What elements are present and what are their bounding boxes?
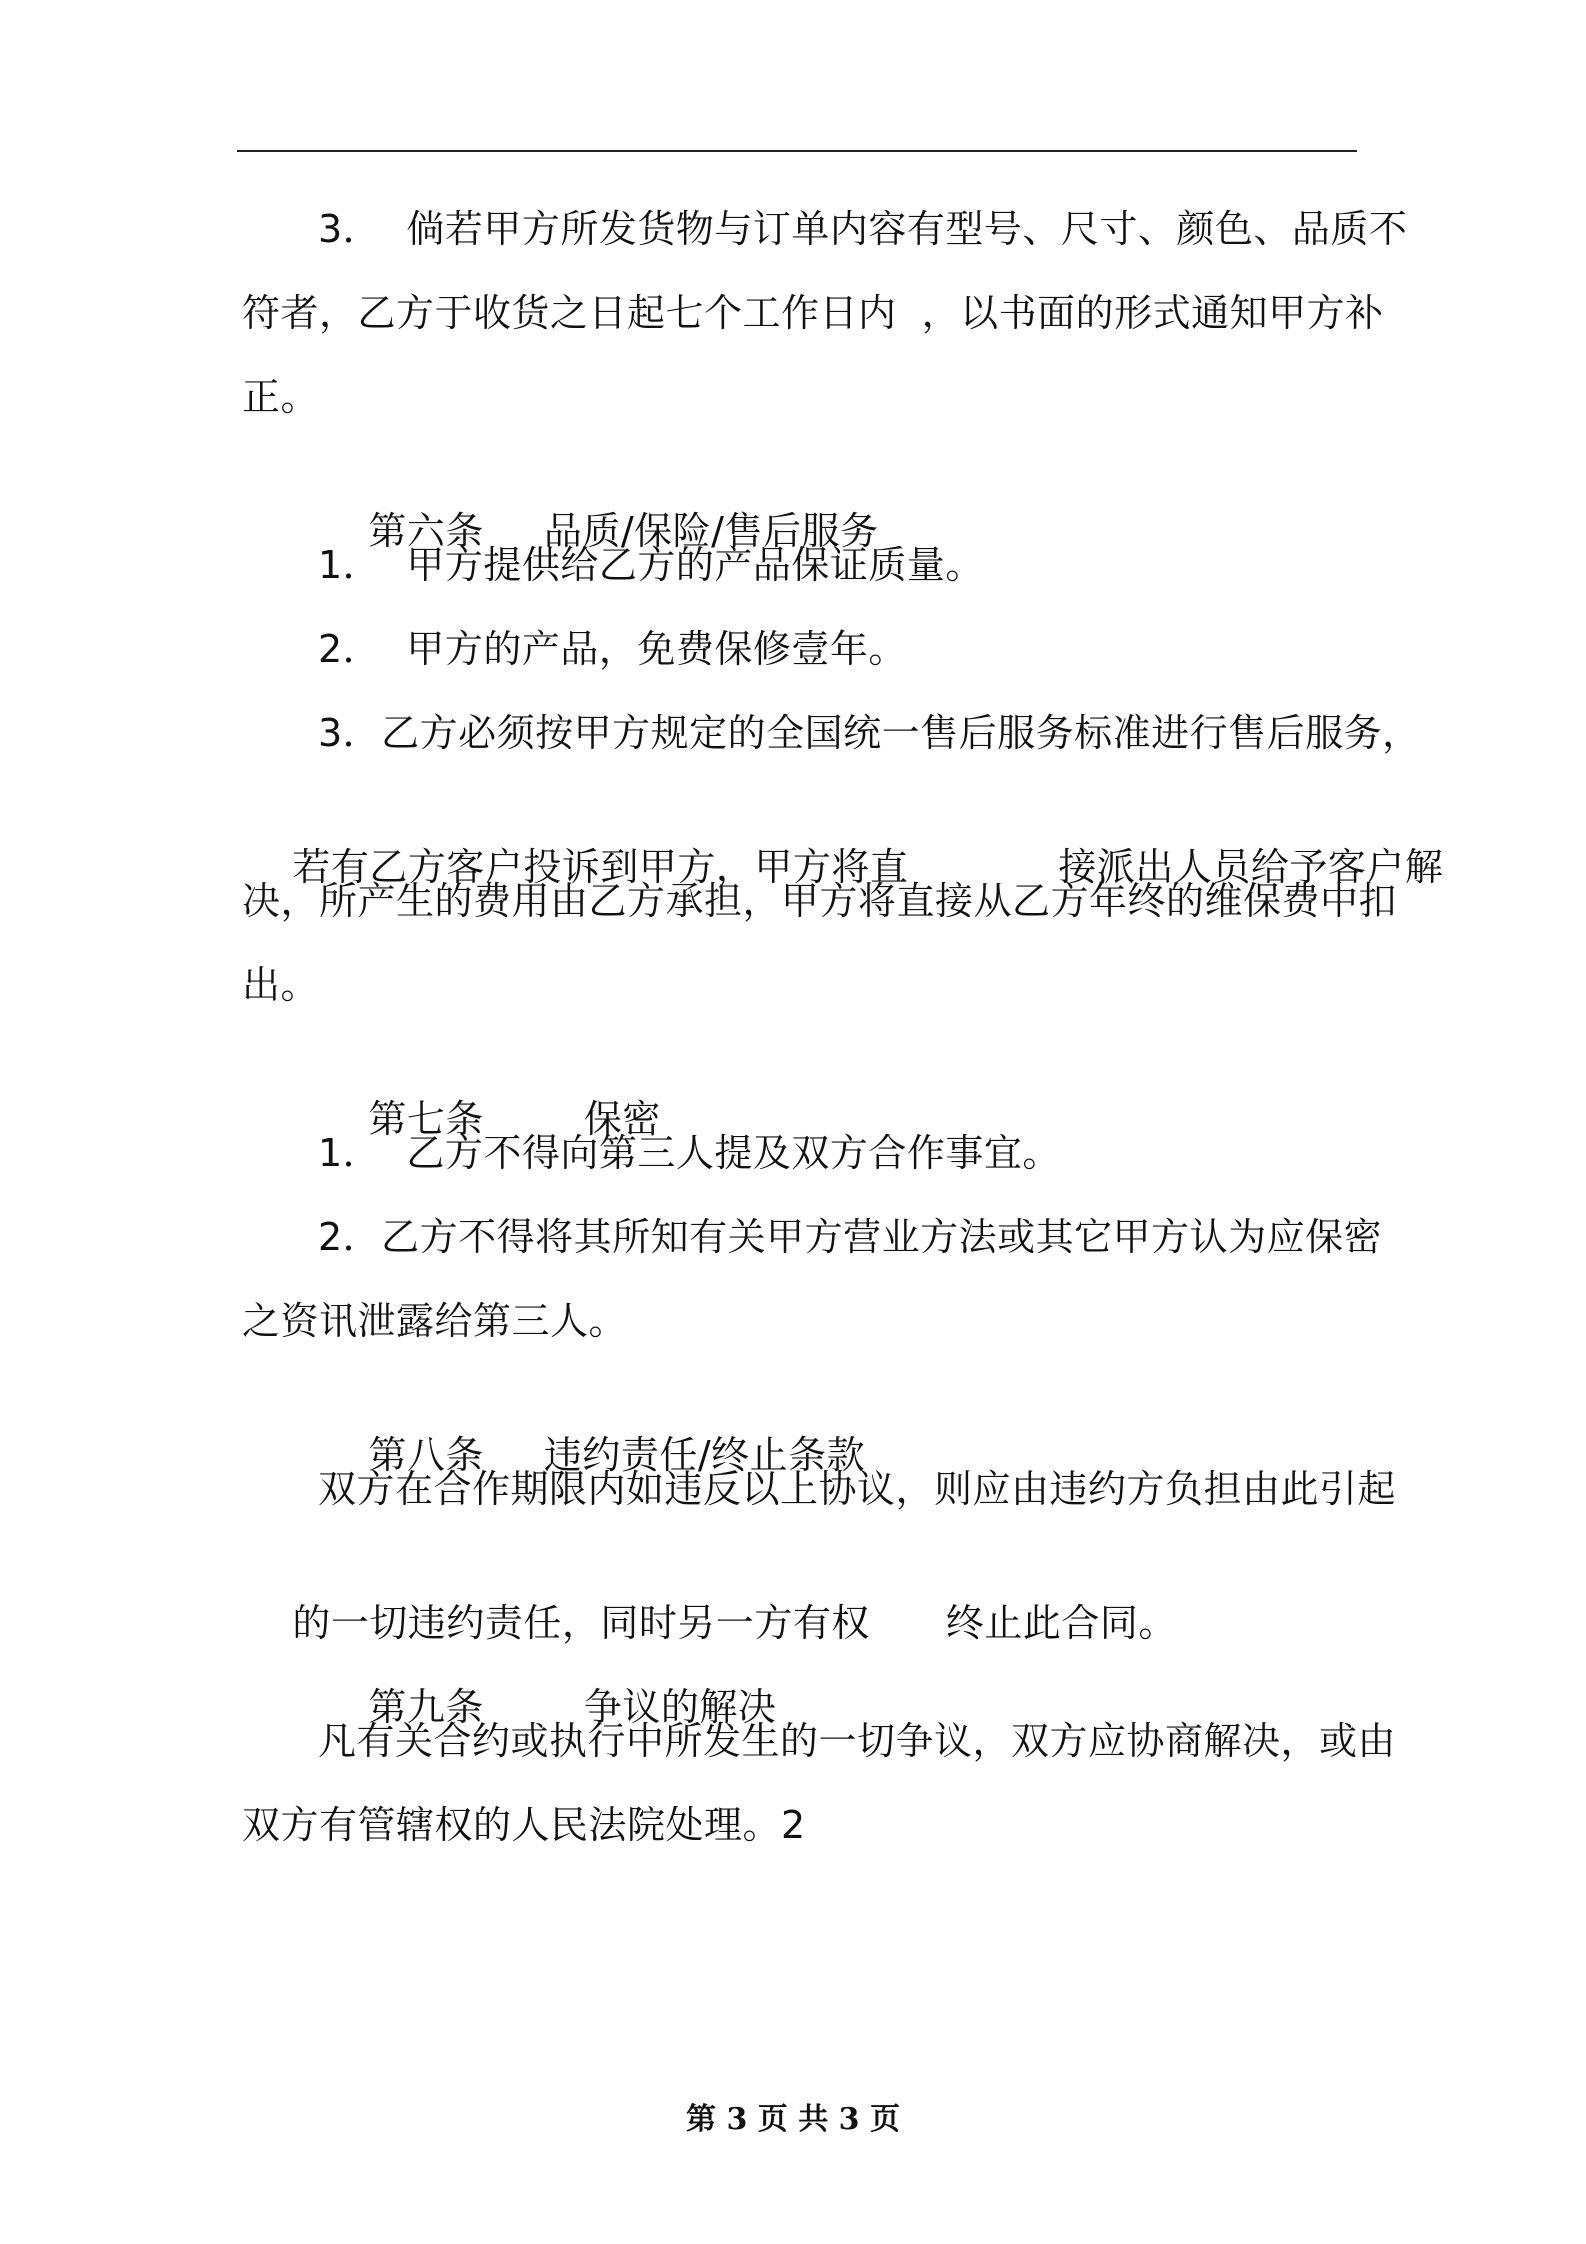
paragraph-line: 2．乙方不得将其所知有关甲方营业方法或其它甲方认为应保密 xyxy=(318,1215,1383,1259)
page-footer: 第 3 页 共 3 页 xyxy=(686,2102,900,2137)
paragraph-line: 3．乙方必须按甲方规定的全国统一售后服务标准进行售后服务， xyxy=(318,711,1421,755)
paragraph-line: 双方有管辖权的人民法院处理。2 xyxy=(242,1803,806,1847)
paragraph-line: 双方在合作期限内如违反以上协议，则应由违约方负担由此引起 xyxy=(318,1467,1397,1511)
line-segment: 终止此合同。 xyxy=(945,1601,1177,1645)
article-title: 违约责任/终止条款 xyxy=(543,1433,866,1477)
article-number: 第六条 xyxy=(368,509,484,553)
section-heading-6 xyxy=(318,456,879,553)
paragraph-line: 2． 甲方的产品，免费保修壹年。 xyxy=(318,627,907,671)
article-number: 第八条 xyxy=(368,1433,484,1477)
paragraph-line: 符者，乙方于收货之日起七个工作日内 ，以书面的形式通知甲方补 xyxy=(242,291,1384,335)
paragraph-line: 之资讯泄露给第三人。 xyxy=(242,1299,628,1343)
paragraph-line xyxy=(242,792,1444,889)
paragraph-line: 3． 倘若甲方所发货物与订单内容有型号、尺寸、颜色、品质不 xyxy=(318,207,1408,251)
article-title: 品质/保险/售后服务 xyxy=(543,509,879,553)
paragraph-line: 1． 乙方不得向第三人提及双方合作事宜。 xyxy=(318,1131,1061,1175)
header-rule xyxy=(237,150,1357,152)
article-number: 第九条 xyxy=(368,1685,484,1729)
article-number: 第七条 xyxy=(368,1097,484,1141)
section-heading-8 xyxy=(318,1380,866,1477)
line-segment: 若有乙方客户投诉到甲方，甲方将直 xyxy=(292,845,909,889)
paragraph-line: 凡有关合约或执行中所发生的一切争议，双方应协商解决，或由 xyxy=(318,1719,1397,1763)
article-title: 争议的解决 xyxy=(583,1685,777,1729)
paragraph-line xyxy=(242,1548,1177,1645)
paragraph-line: 决，所产生的费用由乙方承担，甲方将直接从乙方年终的维保费中扣 xyxy=(242,879,1398,923)
line-segment: 的一切违约责任，同时另一方有权 xyxy=(292,1601,870,1645)
paragraph-line: 正。 xyxy=(242,375,320,419)
article-title: 保密 xyxy=(583,1097,661,1141)
paragraph-line: 1． 甲方提供给乙方的产品保证质量。 xyxy=(318,543,984,587)
section-heading-7 xyxy=(318,1044,661,1141)
paragraph-line: 出。 xyxy=(242,963,320,1007)
line-segment: 接派出人员给予客户解 xyxy=(1058,845,1444,889)
section-heading-9 xyxy=(318,1632,777,1729)
